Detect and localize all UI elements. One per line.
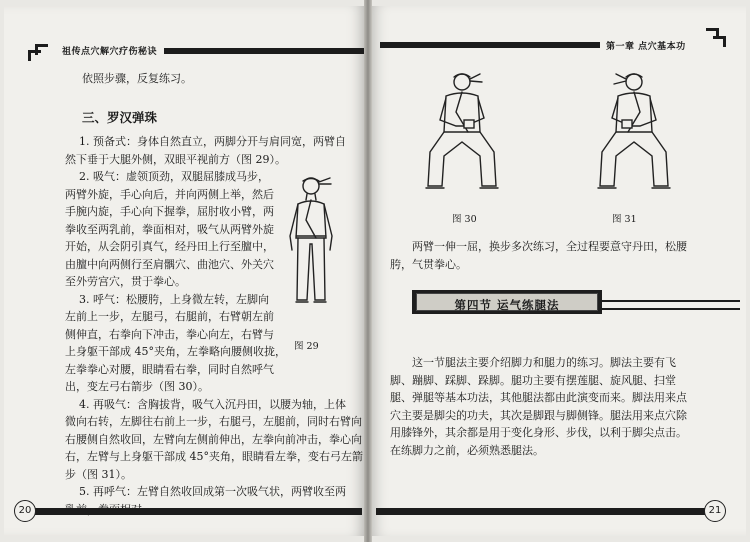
paragraph-line: 腿、弹腿等基本功法，其他腿法都由此演变而来。脚法用来点 <box>390 391 687 404</box>
paragraph-line: 右腰侧自然收回，左臂向左侧前伸出，左拳向前冲击，拳心向 <box>65 432 362 446</box>
paragraph-line: 侧伸直，右拳向下冲击，拳心向左，右臂与 <box>65 327 274 341</box>
section-banner-rule <box>600 300 740 310</box>
page-number: 20 <box>14 500 36 522</box>
header-rule <box>164 48 366 54</box>
paragraph-line: 然下垂于大腿外侧，双眼平视前方（图 29）。 <box>65 152 286 166</box>
paragraph-line: 左拳拳心对腰，眼睛看右拳，同时自然呼气 <box>65 362 274 376</box>
horse-stance-figure-drawing <box>422 68 512 198</box>
section-banner-title: 第四节 运气练腿法 <box>454 298 560 312</box>
paragraph-line: 这一节腿法主要介绍脚力和腿力的练习。脚法主要有飞 <box>412 356 676 369</box>
body-text-block <box>390 238 687 273</box>
paragraph-line: 至外劳宫穴，贯于拳心。 <box>65 275 186 288</box>
left-page <box>4 6 366 536</box>
section-title: 三、罗汉弹珠 <box>82 110 158 125</box>
header-rule <box>380 42 600 48</box>
header-step-ornament <box>713 36 726 47</box>
section-banner-panel <box>416 293 598 311</box>
right-page <box>370 6 746 536</box>
running-header: 第一章 点穴基本功 <box>606 42 686 52</box>
section-banner <box>412 290 602 314</box>
footer-rule <box>376 508 706 515</box>
figure-caption: 图 30 <box>452 214 477 225</box>
body-text-block <box>390 354 687 459</box>
paragraph-line: 2. 吸气：虚领顶劲，双腿屈膝成马步， <box>79 170 269 183</box>
paragraph-line: 开始，从会阴引真气，经丹田上行至膻中， <box>65 240 274 253</box>
paragraph-line: 由膻中向两侧行至肩髃穴、曲池穴、外关穴 <box>65 257 274 271</box>
page-number: 21 <box>704 500 726 522</box>
paragraph-line: 微向右转，左脚往右前上一步，右腿弓，左腿前，同时右臂向 <box>65 415 362 428</box>
header-step-ornament <box>35 44 48 55</box>
paragraph-line: 4. 再吸气：含胸拔背，吸气入沉丹田，以腰为轴，上体 <box>79 397 346 411</box>
paragraph-line: 拳收至两乳前，拳面相对，吸气从两臂外旋 <box>65 222 274 236</box>
paragraph-line: 手腕内旋，手心向下握拳，屈肘收小臂，两 <box>65 205 274 218</box>
footer-rule <box>24 508 362 515</box>
paragraph-line: 出，变左弓右箭步（图 30）。 <box>65 380 209 393</box>
paragraph-line: 左前上一步，左腿弓，右腿前，右臂朝左前 <box>65 310 274 323</box>
figure-caption: 图 31 <box>612 214 637 225</box>
paragraph-line: 在练脚力之前，必须熟悉腿法。 <box>390 443 544 457</box>
paragraph-line: 两臂一伸一屈，换步多次练习，全过程要意守丹田，松腰 <box>412 240 687 253</box>
running-header: 祖传点穴解穴疗伤秘诀 <box>62 47 158 57</box>
paragraph-line: 右，左臂与上身躯干部成 45°夹角，眼睛看左拳，变右弓左箭 <box>65 450 363 463</box>
standing-figure-drawing <box>276 172 346 322</box>
paragraph-line: 用膝锋外，其余都是用于变化身形、步伐，以利于脚尖点击。 <box>390 426 687 439</box>
paragraph-line: 胯，气贯拳心。 <box>390 257 467 271</box>
book-gutter <box>364 0 372 542</box>
paragraph-line: 5. 再呼气：左臂自然收回成第一次吸气状，两臂收至两 <box>79 485 346 498</box>
paragraph-line: 3. 呼气：松腰胯，上身微左转，左脚向 <box>79 292 269 306</box>
figure-caption: 图 29 <box>294 341 319 352</box>
paragraph-line: 脚、蹦脚、踩脚、跺脚。腿功主要有摆莲腿、旋风腿、扫堂 <box>390 373 676 387</box>
paragraph-line: 上身躯干部成 45°夹角，左拳略向腰侧收拢， <box>65 345 286 358</box>
paragraph-line: 两臂外旋，手心向后，并向两侧上举，然后 <box>65 187 274 201</box>
paragraph-line: 1. 预备式：身体自然直立，两脚分开与肩同宽，两臂自 <box>79 135 346 148</box>
paragraph-line: 步（图 31）。 <box>65 467 132 481</box>
horse-stance-figure-drawing <box>590 68 680 198</box>
paragraph-line: 穴主要是脚尖的功夫，其次是脚跟与脚侧锋。腿法用来点穴除 <box>390 408 687 422</box>
paragraph-line: 依照步骤，反复练习。 <box>82 72 192 85</box>
